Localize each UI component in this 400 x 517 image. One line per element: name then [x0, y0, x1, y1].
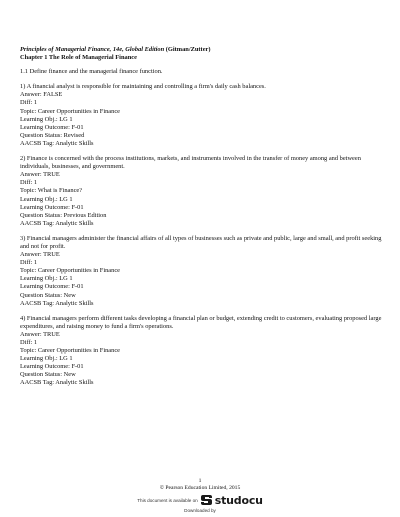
topic-line: Topic: Career Opportunities in Finance: [20, 347, 120, 355]
question-2: [20, 155, 392, 228]
topic-line: Topic: Career Opportunities in Finance: [20, 267, 120, 275]
question-text: 1) A financial analyst is responsible for maintaining and controlling a firm's daily cash balances.: [20, 83, 266, 91]
answer-line: Answer: TRUE: [20, 251, 60, 259]
learning-obj-line: Learning Obj.: LG 1: [20, 275, 73, 283]
studocu-logo[interactable]: [201, 494, 263, 507]
book-authors: (Gitman/Zutter): [165, 46, 211, 53]
page-number: 1: [198, 478, 202, 484]
question-status-line: Question Status: New: [20, 291, 76, 299]
aacsb-tag-line: AACSB Tag: Analytic Skills: [20, 379, 94, 387]
aacsb-tag-line: AACSB Tag: Analytic Skills: [20, 219, 94, 227]
learning-outcome-line: Learning Outcome: F-01: [20, 203, 84, 211]
book-title-italic: Principles of Managerial Finance, 14e, Global Edition: [20, 46, 165, 53]
question-text: 2) Finance is concerned with the process institutions, markets, and instruments involved in the transfer of money among and between individuals, businesses, and government.: [20, 155, 361, 171]
studocu-banner: [0, 492, 400, 508]
studocu-wordmark: studocu: [214, 493, 263, 507]
learning-outcome-line: Learning Outcome: F-01: [20, 123, 84, 131]
learning-outcome-line: Learning Outcome: F-01: [20, 283, 84, 291]
learning-obj-line: Learning Obj.: LG 1: [20, 195, 73, 203]
answer-line: Answer: TRUE: [20, 330, 60, 338]
learning-objective: 1.1 Define finance and the managerial finance function.: [20, 68, 163, 76]
answer-line: Answer: FALSE: [20, 91, 63, 99]
question-status-line: Question Status: Previous Edition: [20, 211, 107, 219]
copyright-notice: © Pearson Education Limited, 2015: [159, 485, 241, 491]
learning-obj-line: Learning Obj.: LG 1: [20, 355, 73, 363]
answer-line: Answer: TRUE: [20, 171, 60, 179]
difficulty-line: Diff: 1: [20, 179, 38, 187]
book-title: [20, 46, 392, 54]
available-on-text: This document is available on: [137, 497, 198, 503]
question-1: [20, 83, 392, 148]
difficulty-line: Diff: 1: [20, 259, 38, 267]
difficulty-line: Diff: 1: [20, 99, 38, 107]
topic-line: Topic: Career Opportunities in Finance: [20, 107, 120, 115]
question-status-line: Question Status: New: [20, 371, 76, 379]
aacsb-tag-line: AACSB Tag: Analytic Skills: [20, 139, 94, 147]
question-text: 3) Financial managers administer the financial affairs of all types of businesses such as private and public, large and small, and profit seeking and not for profit.: [20, 234, 382, 250]
document-page: [20, 46, 392, 395]
chapter-title: Chapter 1 The Role of Managerial Finance: [20, 54, 137, 62]
question-4: [20, 315, 392, 388]
topic-line: Topic: What is Finance?: [20, 187, 83, 195]
question-status-line: Question Status: Revised: [20, 131, 85, 139]
question-3: [20, 235, 392, 308]
aacsb-tag-line: AACSB Tag: Analytic Skills: [20, 299, 94, 307]
learning-outcome-line: Learning Outcome: F-01: [20, 363, 84, 371]
studocu-logo-icon: [201, 494, 213, 506]
learning-obj-line: Learning Obj.: LG 1: [20, 115, 73, 123]
question-text: 4) Financial managers perform different tasks developing a financial plan or budget, extending credit to customers, evaluating proposed large expenditures, and raising money to fund a firm's operations.: [20, 314, 382, 330]
downloaded-by-text: Downloaded by: [184, 508, 216, 513]
difficulty-line: Diff: 1: [20, 339, 38, 346]
